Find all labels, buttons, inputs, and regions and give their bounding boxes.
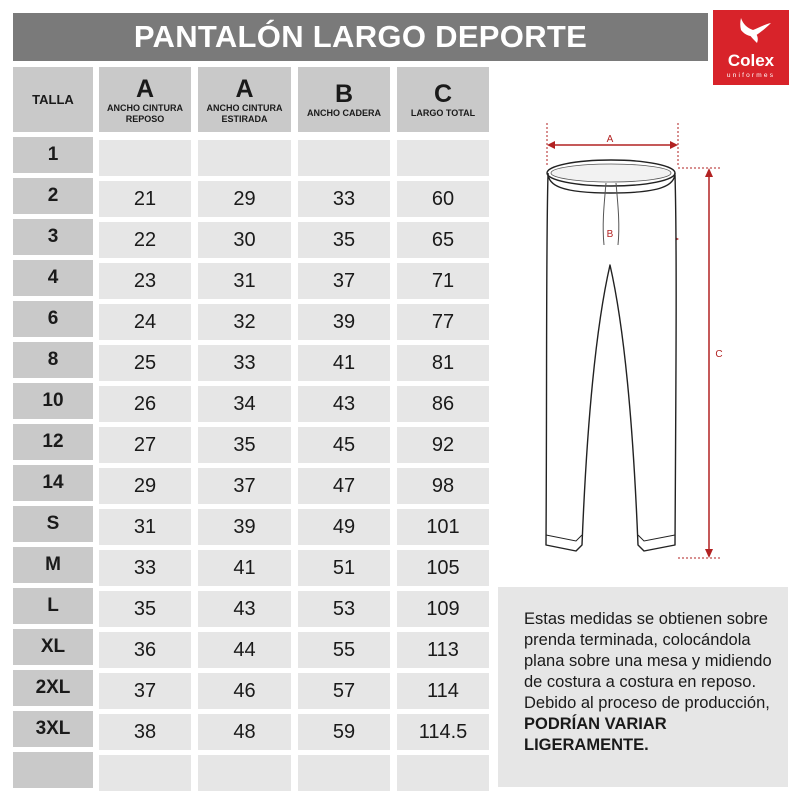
note-bold: PODRÍAN VARIAR LIGERAMENTE. <box>524 715 667 754</box>
size-cell: 6 <box>13 301 93 337</box>
value-cell: 114.5 <box>397 714 489 750</box>
value-cell: 29 <box>99 468 191 504</box>
logo-sub: uniformes <box>726 72 776 79</box>
value-cell: 114 <box>397 673 489 709</box>
column-header <box>99 67 191 132</box>
size-cell: 3XL <box>13 711 93 747</box>
value-cell: 35 <box>298 222 390 258</box>
logo-brand: Colex <box>727 51 775 70</box>
size-cell: 1 <box>13 137 93 173</box>
value-cell: 47 <box>298 468 390 504</box>
talla-header: TALLA <box>13 67 93 132</box>
value-cell: 39 <box>298 304 390 340</box>
size-cell: 12 <box>13 424 93 460</box>
value-cell: 46 <box>198 673 291 709</box>
value-cell: 22 <box>99 222 191 258</box>
dimension-c <box>705 168 713 558</box>
value-cell: 34 <box>198 386 291 422</box>
value-cell: 33 <box>198 345 291 381</box>
value-cell <box>298 755 390 791</box>
value-cell: 59 <box>298 714 390 750</box>
column-letter: B <box>334 80 354 108</box>
size-cell: M <box>13 547 93 583</box>
value-cell: 81 <box>397 345 489 381</box>
value-cell: 65 <box>397 222 489 258</box>
value-cell: 105 <box>397 550 489 586</box>
size-cell: 2 <box>13 178 93 214</box>
value-cell: 37 <box>198 468 291 504</box>
value-cell: 32 <box>198 304 291 340</box>
value-cell: 98 <box>397 468 489 504</box>
measurement-note <box>498 587 788 787</box>
bird-icon <box>713 10 789 54</box>
value-cell: 35 <box>198 427 291 463</box>
value-cell: 33 <box>298 181 390 217</box>
size-cell: 14 <box>13 465 93 501</box>
value-cell: 41 <box>198 550 291 586</box>
column-header <box>198 67 291 132</box>
value-cell: 29 <box>198 181 291 217</box>
size-cell: XL <box>13 629 93 665</box>
value-cell: 37 <box>99 673 191 709</box>
value-cell: 21 <box>99 181 191 217</box>
value-cell: 71 <box>397 263 489 299</box>
value-cell: 23 <box>99 263 191 299</box>
value-cell: 39 <box>198 509 291 545</box>
column-header <box>397 67 489 132</box>
value-cell: 77 <box>397 304 489 340</box>
column-label: ANCHO CADERA <box>307 108 381 118</box>
value-cell <box>99 755 191 791</box>
value-cell: 60 <box>397 181 489 217</box>
value-cell: 55 <box>298 632 390 668</box>
value-cell: 37 <box>298 263 390 299</box>
value-cell: 35 <box>99 591 191 627</box>
value-cell: 26 <box>99 386 191 422</box>
size-cell: 4 <box>13 260 93 296</box>
value-cell: 27 <box>99 427 191 463</box>
column-label: ANCHO CINTURA ESTIRADA <box>206 102 283 124</box>
value-cell: 48 <box>198 714 291 750</box>
value-cell: 57 <box>298 673 390 709</box>
value-cell <box>198 140 291 176</box>
size-cell: 3 <box>13 219 93 255</box>
column-letter: C <box>433 80 453 108</box>
size-cell: 2XL <box>13 670 93 706</box>
column-letter: A <box>135 74 155 103</box>
value-cell <box>298 140 390 176</box>
note-text: Estas medidas se obtienen sobre prenda terminada, colocándola plana sobre una mesa y midiendo de costura a costura en reposo. Debido al proceso de producción, <box>524 610 772 712</box>
value-cell <box>198 755 291 791</box>
value-cell: 53 <box>298 591 390 627</box>
size-cell: S <box>13 506 93 542</box>
value-cell: 31 <box>99 509 191 545</box>
column-letter: A <box>235 74 254 103</box>
column-header <box>298 67 390 132</box>
column-label: LARGO TOTAL <box>410 108 476 118</box>
dimension-a-label: A <box>606 134 614 145</box>
value-cell: 49 <box>298 509 390 545</box>
size-cell: 8 <box>13 342 93 378</box>
value-cell: 33 <box>99 550 191 586</box>
title-bar <box>13 13 708 61</box>
value-cell: 25 <box>99 345 191 381</box>
page-title: PANTALÓN LARGO DEPORTE <box>133 19 588 54</box>
size-cell <box>13 752 93 788</box>
dimension-b-label: B <box>606 229 614 240</box>
value-cell: 113 <box>397 632 489 668</box>
value-cell: 92 <box>397 427 489 463</box>
value-cell: 38 <box>99 714 191 750</box>
value-cell: 30 <box>198 222 291 258</box>
brand-logo <box>713 10 789 85</box>
pants-diagram <box>530 115 730 570</box>
value-cell: 51 <box>298 550 390 586</box>
value-cell: 43 <box>298 386 390 422</box>
value-cell: 45 <box>298 427 390 463</box>
value-cell <box>99 140 191 176</box>
value-cell: 86 <box>397 386 489 422</box>
column-label: ANCHO CINTURA REPOSO <box>107 102 183 124</box>
value-cell: 43 <box>198 591 291 627</box>
value-cell: 101 <box>397 509 489 545</box>
value-cell <box>397 140 489 176</box>
value-cell: 36 <box>99 632 191 668</box>
value-cell <box>397 755 489 791</box>
size-cell: L <box>13 588 93 624</box>
value-cell: 109 <box>397 591 489 627</box>
value-cell: 31 <box>198 263 291 299</box>
dimension-c-label: C <box>715 349 723 360</box>
value-cell: 24 <box>99 304 191 340</box>
value-cell: 41 <box>298 345 390 381</box>
size-cell: 10 <box>13 383 93 419</box>
value-cell: 44 <box>198 632 291 668</box>
